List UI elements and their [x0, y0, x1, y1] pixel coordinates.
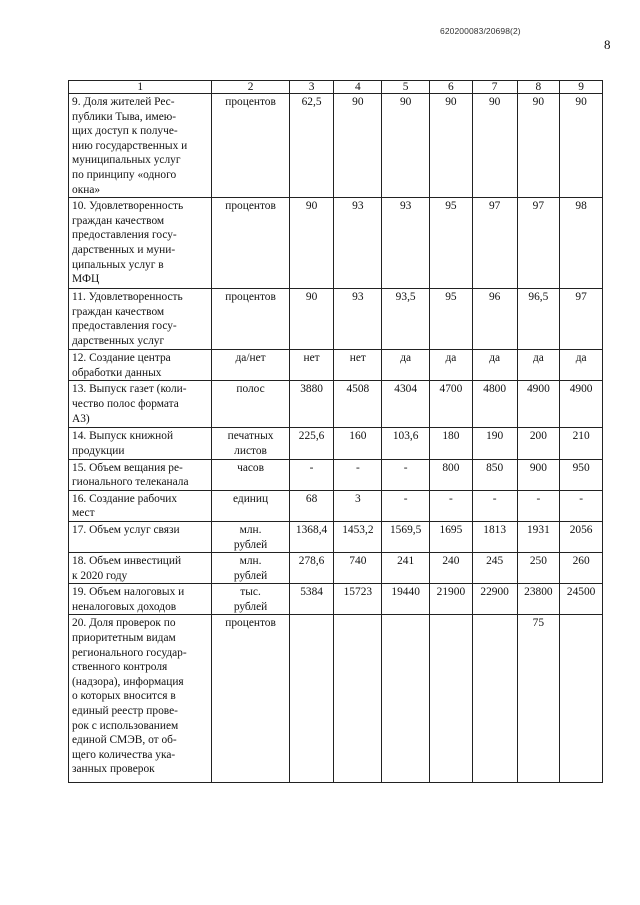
- unit-of-measure: процентов: [212, 615, 289, 783]
- indicator-value: [472, 615, 517, 783]
- indicator-value: 62,5: [289, 94, 334, 198]
- indicator-value: 90: [472, 94, 517, 198]
- indicator-value: 200: [517, 428, 560, 459]
- indicator-value: 210: [560, 428, 603, 459]
- indicator-value: 4900: [517, 381, 560, 428]
- table-row: [69, 490, 603, 521]
- indicator-value: 98: [560, 198, 603, 289]
- indicator-value: 4800: [472, 381, 517, 428]
- indicator-value: 800: [430, 459, 473, 490]
- unit-of-measure: млн. рублей: [212, 521, 289, 552]
- table-row: [69, 198, 603, 289]
- indicator-value: 68: [289, 490, 334, 521]
- indicator-value: 15723: [334, 584, 382, 615]
- column-number: 8: [517, 81, 560, 94]
- indicator-value: 90: [430, 94, 473, 198]
- page-number: 8: [604, 37, 611, 52]
- indicator-value: 1695: [430, 521, 473, 552]
- indicator-value: 4508: [334, 381, 382, 428]
- table-row: [69, 459, 603, 490]
- column-number-row: [69, 81, 603, 94]
- indicator-value: 5384: [289, 584, 334, 615]
- column-number: 3: [289, 81, 334, 94]
- unit-of-measure: тыс. рублей: [212, 584, 289, 615]
- table-row: [69, 94, 603, 198]
- indicator-value: 900: [517, 459, 560, 490]
- indicator-value: -: [517, 490, 560, 521]
- indicator-value: 1813: [472, 521, 517, 552]
- indicator-value: 95: [430, 289, 473, 350]
- indicator-value: 96: [472, 289, 517, 350]
- unit-of-measure: процентов: [212, 289, 289, 350]
- indicator-value: 1931: [517, 521, 560, 552]
- indicator-value: 225,6: [289, 428, 334, 459]
- column-number: 6: [430, 81, 473, 94]
- indicator-value: 97: [560, 289, 603, 350]
- indicator-value: 245: [472, 553, 517, 584]
- unit-of-measure: процентов: [212, 94, 289, 198]
- column-number: 4: [334, 81, 382, 94]
- indicator-name: 9. Доля жителей Рес- публики Тыва, имею- щих доступ к получе- нию государственных и муниципальных услуг по принципу «одного окна»: [69, 94, 212, 198]
- indicator-value: 950: [560, 459, 603, 490]
- indicator-value: -: [289, 459, 334, 490]
- indicator-value: [334, 615, 382, 783]
- indicator-value: 240: [430, 553, 473, 584]
- indicator-name: 10. Удовлетворенность граждан качеством предоставления госу- дарственных и муни- ципальных услуг в МФЦ: [69, 198, 212, 289]
- indicator-value: 180: [430, 428, 473, 459]
- table-row: [69, 553, 603, 584]
- indicator-value: 850: [472, 459, 517, 490]
- indicator-value: 21900: [430, 584, 473, 615]
- indicator-value: 19440: [382, 584, 430, 615]
- indicator-value: 90: [289, 289, 334, 350]
- indicator-value: 97: [472, 198, 517, 289]
- unit-of-measure: полос: [212, 381, 289, 428]
- indicator-value: -: [382, 459, 430, 490]
- indicator-value: 3: [334, 490, 382, 521]
- indicator-value: 95: [430, 198, 473, 289]
- unit-of-measure: процентов: [212, 198, 289, 289]
- unit-of-measure: часов: [212, 459, 289, 490]
- indicator-value: 75: [517, 615, 560, 783]
- indicator-value: да: [430, 350, 473, 381]
- indicator-value: [289, 615, 334, 783]
- unit-of-measure: печатных листов: [212, 428, 289, 459]
- indicator-value: 740: [334, 553, 382, 584]
- indicator-value: 23800: [517, 584, 560, 615]
- indicator-value: 90: [560, 94, 603, 198]
- table-row: [69, 615, 603, 783]
- indicator-value: [430, 615, 473, 783]
- table-row: [69, 428, 603, 459]
- unit-of-measure: единиц: [212, 490, 289, 521]
- indicator-value: -: [560, 490, 603, 521]
- indicator-value: [560, 615, 603, 783]
- indicator-name: 19. Объем налоговых и неналоговых доходов: [69, 584, 212, 615]
- indicator-name: 20. Доля проверок по приоритетным видам регионального государ- ственного контроля (надзора), информация о которых вносится в единый реестр прове- рок с использованием единой СМЭВ, от об- щего количества ука- занных проверок: [69, 615, 212, 783]
- column-number: 2: [212, 81, 289, 94]
- indicator-value: да: [472, 350, 517, 381]
- indicator-name: 15. Объем вещания ре- гионального телеканала: [69, 459, 212, 490]
- table-row: [69, 289, 603, 350]
- indicator-value: -: [334, 459, 382, 490]
- indicator-value: 22900: [472, 584, 517, 615]
- indicator-value: 260: [560, 553, 603, 584]
- indicator-value: -: [430, 490, 473, 521]
- indicator-name: 17. Объем услуг связи: [69, 521, 212, 552]
- indicator-value: 24500: [560, 584, 603, 615]
- indicator-value: 1453,2: [334, 521, 382, 552]
- indicator-value: 90: [382, 94, 430, 198]
- indicator-value: 93: [334, 198, 382, 289]
- indicator-value: 93: [382, 198, 430, 289]
- column-number: 5: [382, 81, 430, 94]
- indicator-value: 160: [334, 428, 382, 459]
- indicator-value: 4304: [382, 381, 430, 428]
- indicator-name: 13. Выпуск газет (коли- чество полос формата А3): [69, 381, 212, 428]
- indicator-name: 16. Создание рабочих мест: [69, 490, 212, 521]
- indicator-name: 11. Удовлетворенность граждан качеством предоставления госу- дарственных услуг: [69, 289, 212, 350]
- indicator-value: -: [472, 490, 517, 521]
- indicator-value: 241: [382, 553, 430, 584]
- indicator-name: 14. Выпуск книжной продукции: [69, 428, 212, 459]
- indicator-value: 90: [517, 94, 560, 198]
- indicator-value: да: [517, 350, 560, 381]
- unit-of-measure: млн. рублей: [212, 553, 289, 584]
- indicator-value: 4700: [430, 381, 473, 428]
- indicator-value: 278,6: [289, 553, 334, 584]
- indicator-value: 93,5: [382, 289, 430, 350]
- indicator-value: нет: [334, 350, 382, 381]
- indicator-value: -: [382, 490, 430, 521]
- table-row: [69, 584, 603, 615]
- indicator-value: да: [560, 350, 603, 381]
- indicator-value: 4900: [560, 381, 603, 428]
- indicator-value: 250: [517, 553, 560, 584]
- table-row: [69, 381, 603, 428]
- indicator-value: 2056: [560, 521, 603, 552]
- unit-of-measure: да/нет: [212, 350, 289, 381]
- indicators-table: [68, 80, 603, 783]
- indicator-name: 12. Создание центра обработки данных: [69, 350, 212, 381]
- indicator-value: [382, 615, 430, 783]
- column-number: 1: [69, 81, 212, 94]
- document-id: 620200083/20698(2): [440, 26, 521, 36]
- indicator-value: 3880: [289, 381, 334, 428]
- table-row: [69, 521, 603, 552]
- indicator-value: 90: [334, 94, 382, 198]
- indicator-value: нет: [289, 350, 334, 381]
- column-number: 7: [472, 81, 517, 94]
- indicator-value: 1368,4: [289, 521, 334, 552]
- table-row: [69, 350, 603, 381]
- indicator-value: 1569,5: [382, 521, 430, 552]
- column-number: 9: [560, 81, 603, 94]
- indicator-name: 18. Объем инвестиций к 2020 году: [69, 553, 212, 584]
- indicator-value: 190: [472, 428, 517, 459]
- indicator-value: 96,5: [517, 289, 560, 350]
- indicator-value: 93: [334, 289, 382, 350]
- indicator-value: 103,6: [382, 428, 430, 459]
- indicator-value: да: [382, 350, 430, 381]
- indicator-value: 97: [517, 198, 560, 289]
- indicator-value: 90: [289, 198, 334, 289]
